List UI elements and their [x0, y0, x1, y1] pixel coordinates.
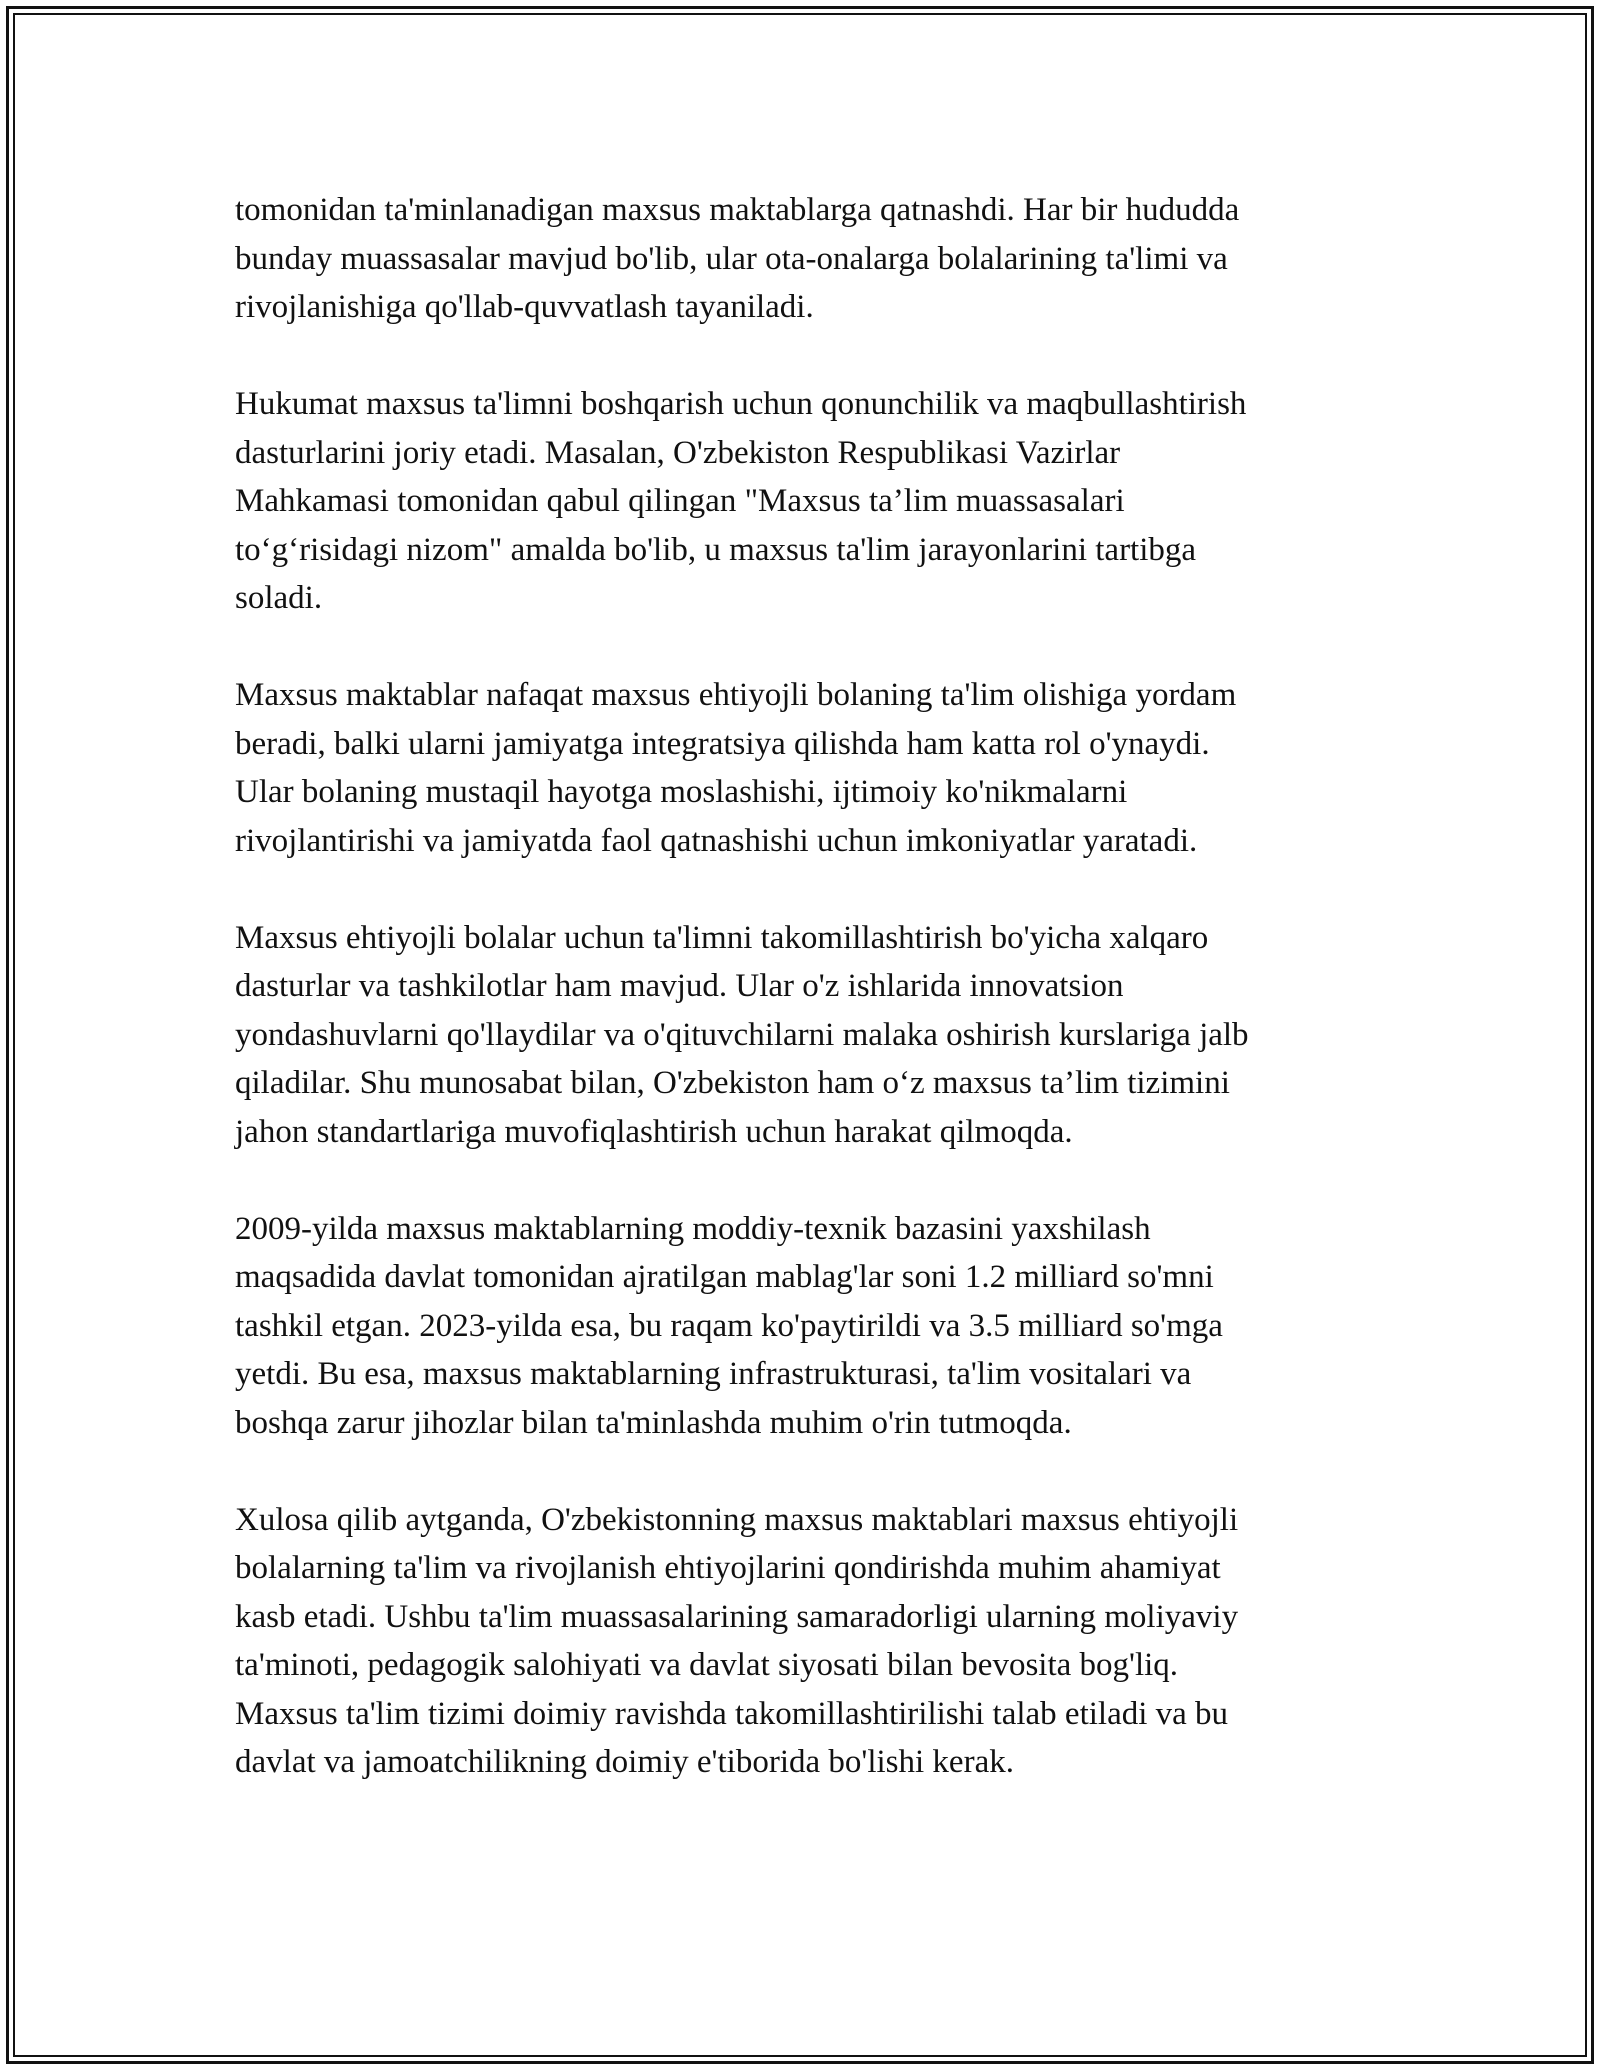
- paragraph-line: bolalarning ta'lim va rivojlanish ehtiyojlarini qondirishda muhim ahamiyat: [235, 1550, 1221, 1586]
- paragraph-line: rivojlanishiga qo'llab-quvvatlash tayaniladi.: [235, 289, 814, 325]
- paragraph-line: qiladilar. Shu munosabat bilan, O'zbekiston ham o‘z maxsus ta’lim tizimini: [235, 1065, 1230, 1101]
- paragraph-4: [235, 914, 1365, 1157]
- paragraph-line: rivojlantirishi va jamiyatda faol qatnashishi uchun imkoniyatlar yaratadi.: [235, 822, 1198, 859]
- paragraph-5: [235, 1205, 1365, 1448]
- paragraph-line: yondashuvlarni qo'llaydilar va o'qituvchilarni malaka oshirish kurslariga jalb: [235, 1016, 1249, 1053]
- paragraph-6: [235, 1496, 1365, 1787]
- paragraph-line: to‘g‘risidagi nizom" amalda bo'lib, u maxsus ta'lim jarayonlarini tartibga: [235, 531, 1197, 568]
- paragraph-line: kasb etadi. Ushbu ta'lim muassasalarining samaradorligi ularning moliyaviy: [235, 1598, 1239, 1635]
- paragraph-line: maqsadida davlat tomonidan ajratilgan mablag'lar soni 1.2 milliard so'mni: [235, 1259, 1214, 1295]
- paragraph-line: dasturlar va tashkilotlar ham mavjud. Ular o'z ishlarida innovatsion: [235, 968, 1124, 1004]
- paragraph-line: tomonidan ta'minlanadigan maxsus maktablarga qatnashdi. Har bir hududda: [235, 192, 1240, 228]
- paragraph-line: Maxsus ehtiyojli bolalar uchun ta'limni takomillashtirish bo'yicha xalqaro: [235, 919, 1209, 956]
- paragraph-line: davlat va jamoatchilikning doimiy e'tiborida bo'lishi kerak.: [235, 1744, 1014, 1780]
- paragraph-line: bunday muassasalar mavjud bo'lib, ular ota-onalarga bolalarining ta'limi va: [235, 240, 1228, 277]
- paragraph-2: [235, 380, 1365, 623]
- paragraph-line: Xulosa qilib aytganda, O'zbekistonning maxsus maktablari maxsus ehtiyojli: [235, 1501, 1239, 1538]
- paragraph-line: Ular bolaning mustaqil hayotga moslashishi, ijtimoiy ko'nikmalarni: [235, 774, 1128, 810]
- paragraph-line: ta'minoti, pedagogik salohiyati va davlat siyosati bilan bevosita bog'liq.: [235, 1647, 1179, 1683]
- paragraph-line: yetdi. Bu esa, maxsus maktablarning infrastrukturasi, ta'lim vositalari va: [235, 1356, 1192, 1392]
- paragraph-line: boshqa zarur jihozlar bilan ta'minlashda muhim o'rin tutmoqda.: [235, 1404, 1072, 1441]
- paragraph-line: jahon standartlariga muvofiqlashtirish uchun harakat qilmoqda.: [235, 1113, 1073, 1150]
- paragraph-line: Mahkamasi tomonidan qabul qilingan "Maxsus ta’lim muassasalari: [235, 483, 1125, 519]
- paragraph-line: 2009-yilda maxsus maktablarning moddiy-texnik bazasini yaxshilash: [235, 1210, 1151, 1247]
- paragraph-line: soladi.: [235, 580, 323, 616]
- paragraph-line: Maxsus ta'lim tizimi doimiy ravishda takomillashtirilishi talab etiladi va bu: [235, 1695, 1229, 1732]
- document-body: [235, 186, 1365, 1835]
- paragraph-line: Maxsus maktablar nafaqat maxsus ehtiyojli bolaning ta'lim olishiga yordam: [235, 677, 1237, 713]
- paragraph-line: Hukumat maxsus ta'limni boshqarish uchun qonunchilik va maqbullashtirish: [235, 386, 1247, 422]
- paragraph-line: beradi, balki ularni jamiyatga integratsiya qilishda ham katta rol o'ynaydi.: [235, 725, 1210, 762]
- paragraph-1: [235, 186, 1365, 332]
- paragraph-3: [235, 671, 1365, 865]
- paragraph-line: tashkil etgan. 2023-yilda esa, bu raqam ko'paytirildi va 3.5 milliard so'mga: [235, 1307, 1223, 1344]
- paragraph-line: dasturlarini joriy etadi. Masalan, O'zbekiston Respublikasi Vazirlar: [235, 434, 1121, 471]
